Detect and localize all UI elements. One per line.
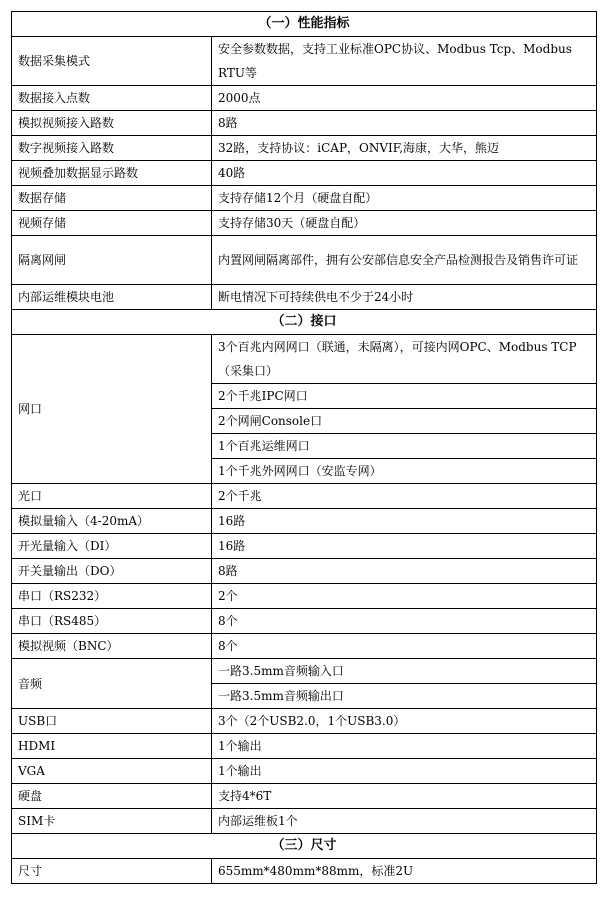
row-value: 8路 xyxy=(212,111,597,136)
table-row xyxy=(12,784,597,809)
row-value: 8路 xyxy=(212,559,597,584)
table-row xyxy=(12,734,597,759)
row-label: HDMI xyxy=(12,734,212,759)
row-label: 尺寸 xyxy=(12,859,212,884)
row-label: USB口 xyxy=(12,709,212,734)
section-header xyxy=(12,12,597,37)
row-value: 支持4*6T xyxy=(212,784,597,809)
row-value: 2个千兆 xyxy=(212,484,597,509)
row-label: SIM卡 xyxy=(12,809,212,834)
row-label: VGA xyxy=(12,759,212,784)
table-row xyxy=(12,509,597,534)
table-row xyxy=(12,186,597,211)
row-value: 断电情况下可持续供电不少于24小时 xyxy=(212,285,597,310)
row-label: 视频存储 xyxy=(12,211,212,236)
row-value: 2000点 xyxy=(212,86,597,111)
row-value: 内置网闸隔离部件，拥有公安部信息安全产品检测报告及销售许可证 xyxy=(212,236,597,285)
table-row xyxy=(12,759,597,784)
table-row xyxy=(12,634,597,659)
row-label: 内部运维模块电池 xyxy=(12,285,212,310)
table-row xyxy=(12,86,597,111)
table-row xyxy=(12,285,597,310)
table-row xyxy=(12,161,597,186)
row-value: 3个百兆内网网口（联通，未隔离），可接内网OPC、Modbus TCP（采集口） xyxy=(212,335,597,384)
row-value: 一路3.5mm音频输入口 xyxy=(212,659,597,684)
row-value: 支持存储30天（硬盘自配） xyxy=(212,211,597,236)
row-label: 模拟视频接入路数 xyxy=(12,111,212,136)
row-value: 1个输出 xyxy=(212,759,597,784)
table-row xyxy=(12,709,597,734)
section-header xyxy=(12,310,597,335)
row-label: 数字视频接入路数 xyxy=(12,136,212,161)
table-row xyxy=(12,584,597,609)
row-value: 1个输出 xyxy=(212,734,597,759)
row-label: 串口（RS485） xyxy=(12,609,212,634)
table-row xyxy=(12,809,597,834)
row-value: 2个网闸Console口 xyxy=(212,409,597,434)
table-row xyxy=(12,609,597,634)
row-value: 8个 xyxy=(212,634,597,659)
row-label: 硬盘 xyxy=(12,784,212,809)
row-label: 隔离网闸 xyxy=(12,236,212,285)
row-label: 模拟视频（BNC） xyxy=(12,634,212,659)
table-row xyxy=(12,236,597,285)
section-title-interfaces: （二）接口 xyxy=(12,310,597,335)
table-row xyxy=(12,659,597,684)
row-value: 16路 xyxy=(212,534,597,559)
row-value: 1个千兆外网网口（安监专网） xyxy=(212,459,597,484)
table-row xyxy=(12,211,597,236)
row-label: 光口 xyxy=(12,484,212,509)
table-row xyxy=(12,136,597,161)
row-value: 支持存储12个月（硬盘自配） xyxy=(212,186,597,211)
row-value: 8个 xyxy=(212,609,597,634)
table-row xyxy=(12,111,597,136)
row-label: 串口（RS232） xyxy=(12,584,212,609)
row-value: 655mm*480mm*88mm，标准2U xyxy=(212,859,597,884)
table-row xyxy=(12,37,597,86)
row-value: 32路，支持协议：iCAP，ONVIF,海康，大华，熊迈 xyxy=(212,136,597,161)
row-label: 数据采集模式 xyxy=(12,37,212,86)
table-row xyxy=(12,484,597,509)
row-label: 视频叠加数据显示路数 xyxy=(12,161,212,186)
row-label: 数据接入点数 xyxy=(12,86,212,111)
table-row xyxy=(12,859,597,884)
row-value: 2个千兆IPC网口 xyxy=(212,384,597,409)
row-value: 3个（2个USB2.0，1个USB3.0） xyxy=(212,709,597,734)
row-label: 开关量输出（DO） xyxy=(12,559,212,584)
table-row xyxy=(12,559,597,584)
row-value: 40路 xyxy=(212,161,597,186)
row-label: 开光量输入（DI） xyxy=(12,534,212,559)
spec-table xyxy=(11,11,597,884)
row-label: 数据存储 xyxy=(12,186,212,211)
section-title-dimensions: （三）尺寸 xyxy=(12,834,597,859)
row-label-network: 网口 xyxy=(12,335,212,484)
row-value: 16路 xyxy=(212,509,597,534)
row-label-audio: 音频 xyxy=(12,659,212,709)
row-value: 一路3.5mm音频输出口 xyxy=(212,684,597,709)
row-value: 1个百兆运维网口 xyxy=(212,434,597,459)
row-value: 安全参数数据，支持工业标准OPC协议、Modbus Tcp、Modbus RTU等 xyxy=(212,37,597,86)
row-label: 模拟量输入（4-20mA） xyxy=(12,509,212,534)
section-header xyxy=(12,834,597,859)
row-value: 2个 xyxy=(212,584,597,609)
section-title-performance: （一）性能指标 xyxy=(12,12,597,37)
table-row xyxy=(12,534,597,559)
row-value: 内部运维板1个 xyxy=(212,809,597,834)
table-row xyxy=(12,335,597,384)
